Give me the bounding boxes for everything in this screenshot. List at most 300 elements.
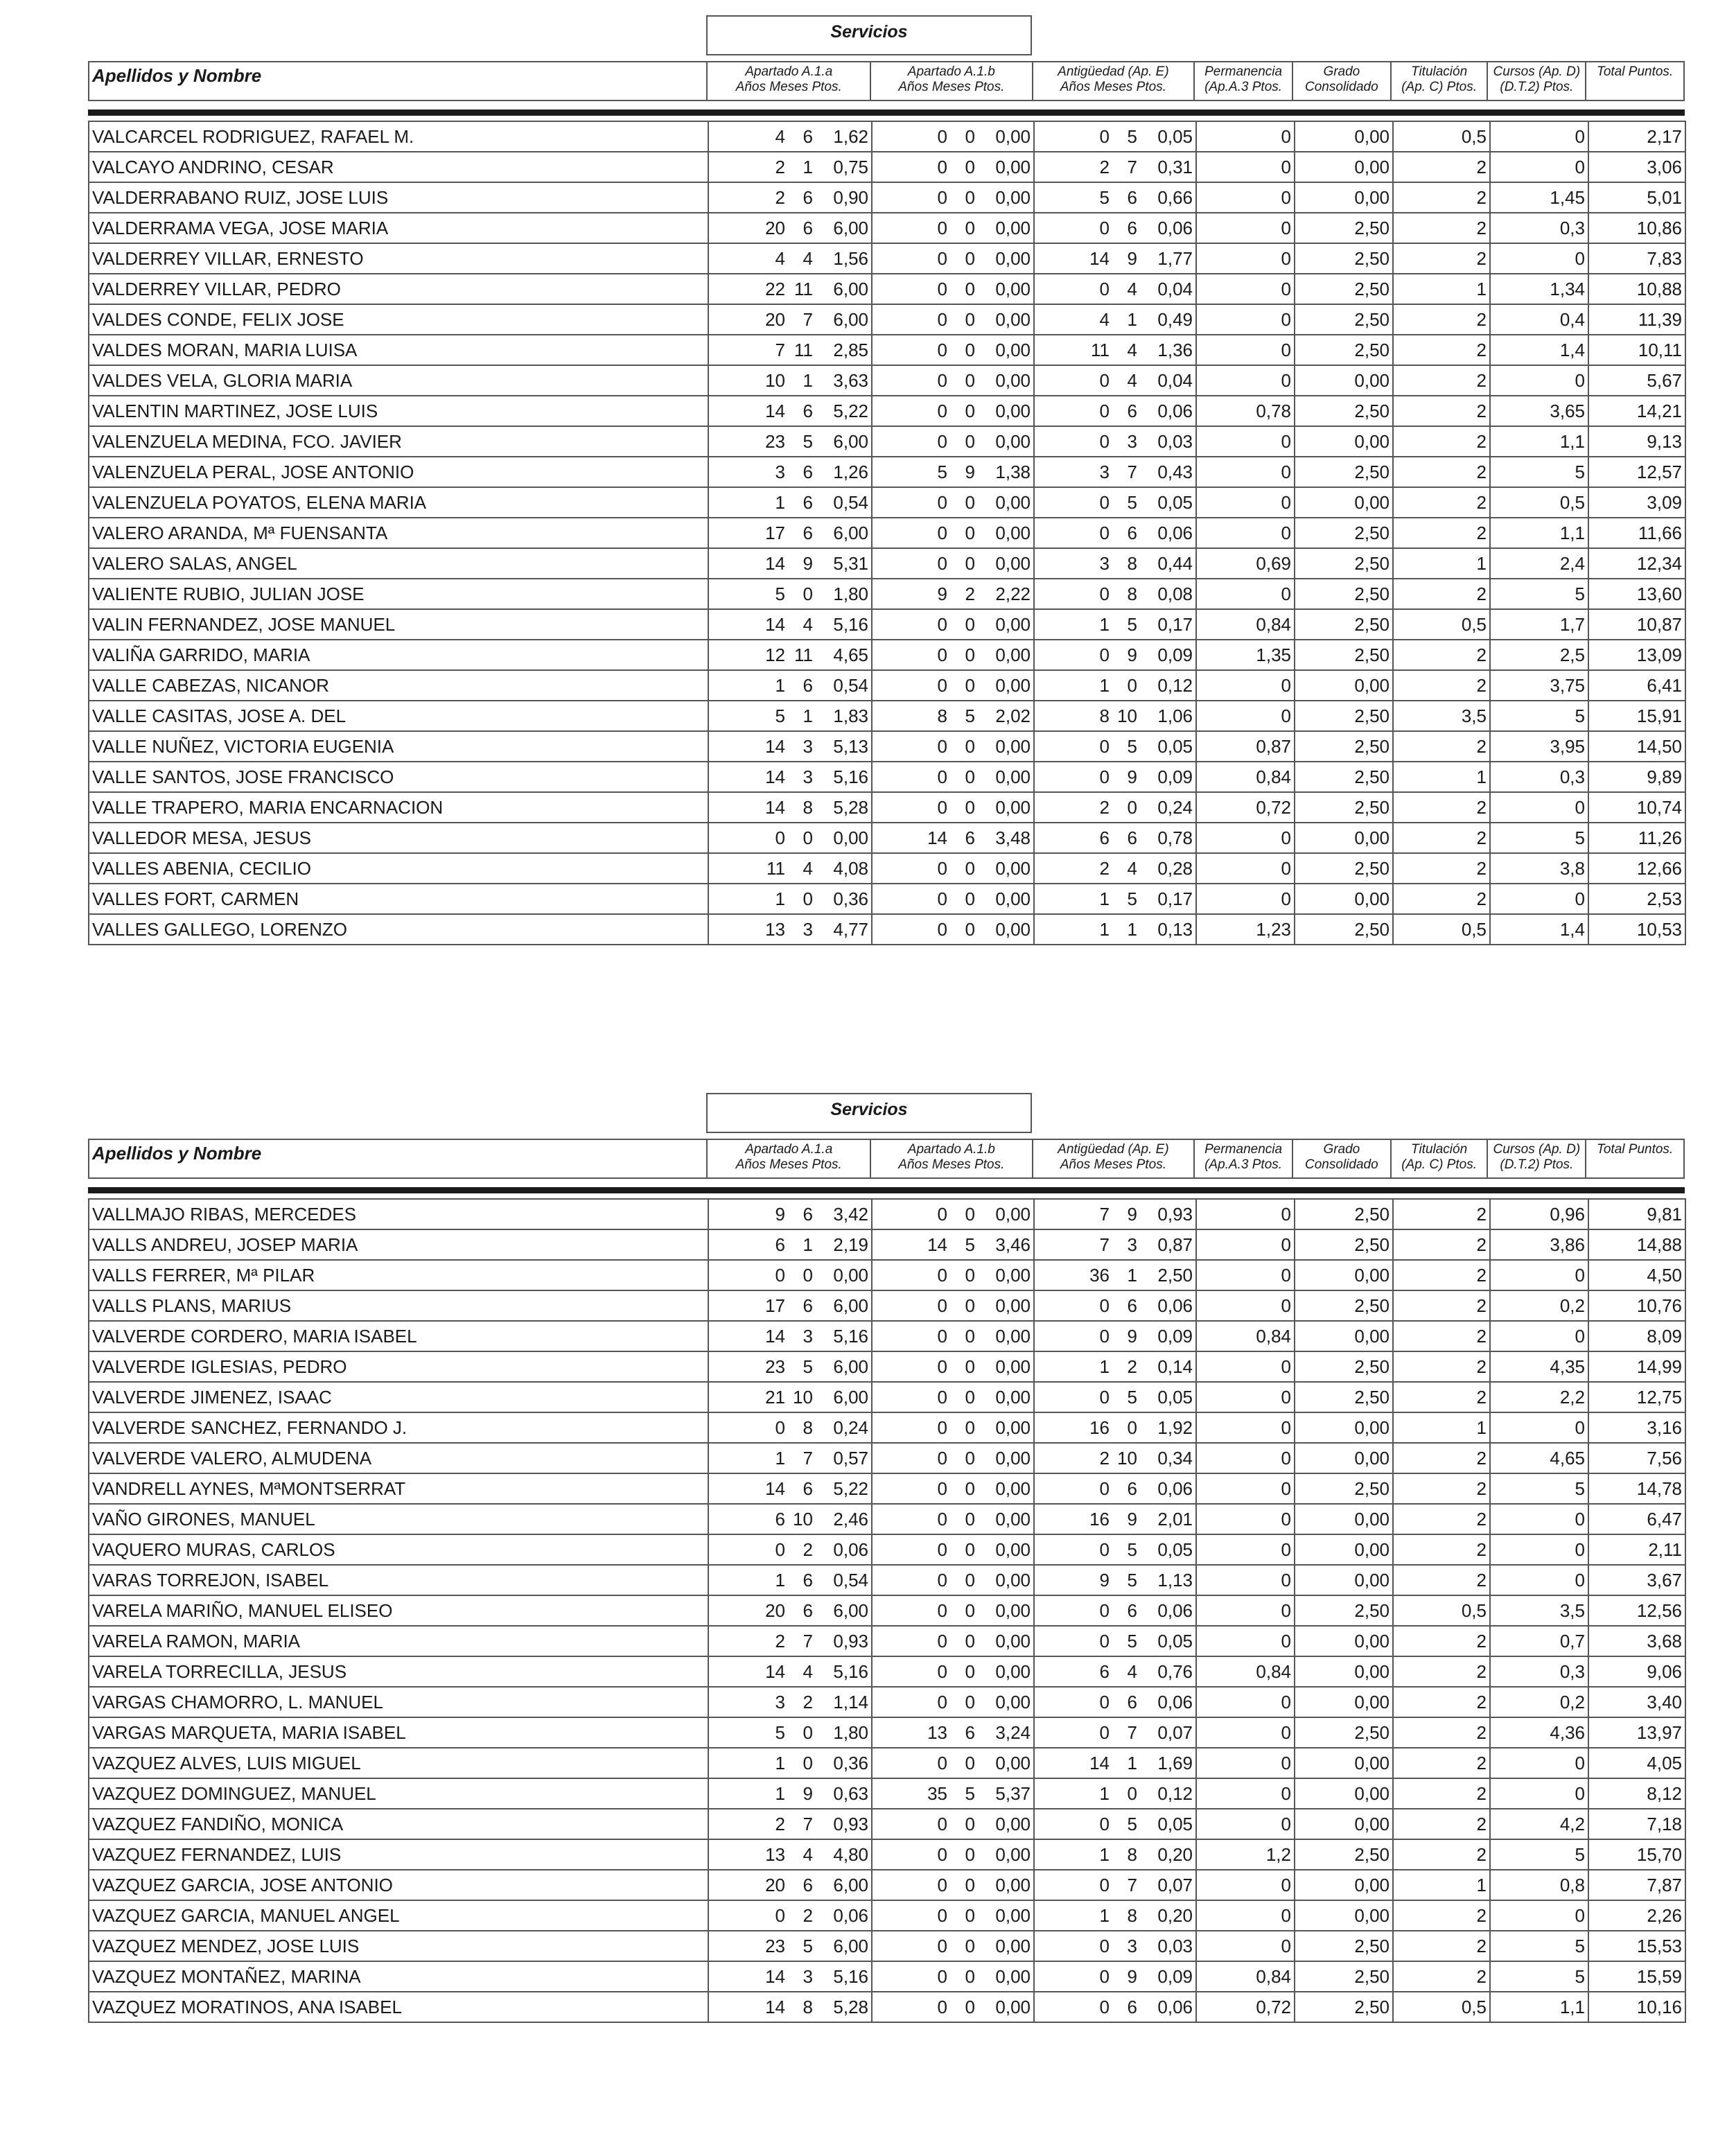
cell-trio-values xyxy=(875,248,1031,270)
cell-anos: 0 xyxy=(1099,1874,1110,1895)
cell-total: 15,53 xyxy=(1588,1931,1685,1961)
cell-ptos: 0,31 xyxy=(1157,156,1193,177)
cell-meses: 7 xyxy=(803,1447,813,1469)
cell-name: VAZQUEZ MONTAÑEZ, MARINA xyxy=(89,1961,708,1992)
cell-trio-values xyxy=(875,553,1031,575)
cell-trio-values xyxy=(875,888,1031,910)
cell-trio-1 xyxy=(708,1443,872,1473)
cell-total: 15,59 xyxy=(1588,1961,1685,1992)
cell-anos: 0 xyxy=(937,1935,947,1956)
cell-ptos: 0,36 xyxy=(833,888,868,909)
cell-meses: 7 xyxy=(1127,461,1137,482)
cell-meses: 4 xyxy=(803,247,813,269)
cell-anos: 11 xyxy=(1091,339,1110,360)
cell-cursos: 4,36 xyxy=(1490,1717,1588,1748)
cell-anos: 3 xyxy=(1099,552,1110,574)
cell-trio-values xyxy=(712,1600,868,1622)
cell-trio-2 xyxy=(872,457,1034,487)
cell-ptos: 0,93 xyxy=(833,1813,868,1834)
cell-ptos: 0,00 xyxy=(995,217,1031,238)
cell-ptos: 0,12 xyxy=(1157,1782,1193,1804)
header-col-line: Total Puntos. xyxy=(1597,1142,1674,1157)
cell-ptos: 0,00 xyxy=(995,1386,1031,1408)
cell-meses: 4 xyxy=(1127,339,1137,360)
cell-trio-3 xyxy=(1034,243,1196,274)
cell-trio-1 xyxy=(708,701,872,731)
cell-trio-2 xyxy=(872,1870,1034,1900)
cell-meses: 3 xyxy=(803,1325,813,1347)
cell-meses: 0 xyxy=(965,1904,975,1926)
cell-titulacion: 2 xyxy=(1393,1473,1490,1504)
cell-trio-2 xyxy=(872,1351,1034,1382)
cell-grado: 2,50 xyxy=(1295,1595,1393,1626)
cell-ptos: 0,63 xyxy=(833,1782,868,1804)
cell-anos: 0 xyxy=(1099,1813,1110,1834)
cell-anos: 0 xyxy=(937,1904,947,1926)
cell-ptos: 5,16 xyxy=(833,766,868,787)
table-row xyxy=(89,1199,1685,1229)
cell-titulacion: 2 xyxy=(1393,1504,1490,1534)
cell-ptos: 0,05 xyxy=(1157,1539,1193,1560)
cell-meses: 8 xyxy=(803,796,813,818)
cell-permanencia: 0 xyxy=(1196,853,1295,884)
cell-trio-2 xyxy=(872,243,1034,274)
cell-meses: 5 xyxy=(1127,1813,1137,1834)
cell-titulacion: 2 xyxy=(1393,518,1490,548)
cell-trio-3 xyxy=(1034,1565,1196,1595)
cell-permanencia: 0 xyxy=(1196,304,1295,335)
cell-ptos: 3,63 xyxy=(833,369,868,391)
cell-titulacion: 2 xyxy=(1393,152,1490,182)
cell-anos: 7 xyxy=(1099,1234,1110,1255)
cell-ptos: 5,28 xyxy=(833,796,868,818)
cell-anos: 16 xyxy=(1089,1508,1110,1530)
cell-permanencia: 0 xyxy=(1196,1565,1295,1595)
cell-ptos: 0,00 xyxy=(995,735,1031,757)
cell-name: VALDERRABANO RUIZ, JOSE LUIS xyxy=(89,182,708,213)
table-row xyxy=(89,1687,1685,1717)
cell-ptos: 5,28 xyxy=(833,1996,868,2017)
cell-grado: 2,50 xyxy=(1295,274,1393,304)
cell-trio-3 xyxy=(1034,1931,1196,1961)
cell-cursos: 0,96 xyxy=(1490,1199,1588,1229)
cell-anos: 1 xyxy=(1099,1356,1110,1377)
cell-anos: 0 xyxy=(775,1539,785,1560)
cell-titulacion: 0,5 xyxy=(1393,1992,1490,2022)
cell-meses: 0 xyxy=(965,1843,975,1865)
cell-anos: 2 xyxy=(1099,1447,1110,1469)
table-row xyxy=(89,1504,1685,1534)
cell-anos: 0 xyxy=(1099,1295,1110,1316)
cell-ptos: 0,00 xyxy=(995,491,1031,513)
cell-anos: 5 xyxy=(775,1721,785,1743)
cell-cursos: 5 xyxy=(1490,1473,1588,1504)
cell-ptos: 6,00 xyxy=(833,278,868,299)
cell-titulacion: 2 xyxy=(1393,1931,1490,1961)
cell-meses: 5 xyxy=(803,1356,813,1377)
cell-ptos: 1,26 xyxy=(833,461,868,482)
cell-meses: 6 xyxy=(1127,400,1137,421)
header-col-line: Total Puntos. xyxy=(1597,64,1674,79)
cell-anos: 0 xyxy=(1099,400,1110,421)
cell-name: VALDES CONDE, FELIX JOSE xyxy=(89,304,708,335)
cell-trio-3 xyxy=(1034,1900,1196,1931)
cell-meses: 5 xyxy=(965,705,975,726)
cell-trio-values xyxy=(1037,1875,1193,1896)
cell-anos: 0 xyxy=(937,613,947,635)
cell-titulacion: 2 xyxy=(1393,335,1490,365)
cell-meses: 0 xyxy=(965,339,975,360)
cell-ptos: 0,78 xyxy=(1157,827,1193,848)
cell-trio-1 xyxy=(708,731,872,762)
cell-grado: 0,00 xyxy=(1295,670,1393,701)
cell-cursos: 1,7 xyxy=(1490,609,1588,640)
cell-meses: 6 xyxy=(1127,1295,1137,1316)
cell-permanencia: 0 xyxy=(1196,1809,1295,1839)
cell-trio-1 xyxy=(708,121,872,152)
cell-permanencia: 0,72 xyxy=(1196,1992,1295,2022)
cell-ptos: 0,24 xyxy=(1157,796,1193,818)
cell-name: VALIN FERNANDEZ, JOSE MANUEL xyxy=(89,609,708,640)
cell-total: 8,12 xyxy=(1588,1778,1685,1809)
cell-cursos: 0 xyxy=(1490,884,1588,914)
cell-meses: 3 xyxy=(1127,430,1137,452)
cell-ptos: 0,00 xyxy=(995,1843,1031,1865)
cell-trio-values xyxy=(875,1936,1031,1957)
cell-trio-values xyxy=(875,1539,1031,1561)
cell-trio-3 xyxy=(1034,579,1196,609)
cell-anos: 0 xyxy=(937,247,947,269)
cell-meses: 6 xyxy=(803,1569,813,1590)
cell-trio-1 xyxy=(708,1229,872,1260)
cell-trio-values xyxy=(712,1905,868,1927)
cell-trio-values xyxy=(1037,126,1193,148)
cell-anos: 17 xyxy=(765,1295,785,1316)
cell-ptos: 0,00 xyxy=(833,1264,868,1286)
header-apellidos-nombre: Apellidos y Nombre xyxy=(89,62,708,100)
cell-meses: 0 xyxy=(965,552,975,574)
cell-total: 3,67 xyxy=(1588,1565,1685,1595)
cell-anos: 1 xyxy=(1099,674,1110,696)
cell-anos: 5 xyxy=(775,705,785,726)
cell-meses: 8 xyxy=(1127,1904,1137,1926)
cell-anos: 1 xyxy=(1099,1843,1110,1865)
cell-cursos: 2,2 xyxy=(1490,1382,1588,1412)
cell-trio-values xyxy=(1037,553,1193,575)
cell-ptos: 5,31 xyxy=(833,552,868,574)
cell-trio-values xyxy=(1037,462,1193,483)
header-col-line: Años Meses Ptos. xyxy=(1060,80,1166,94)
cell-ptos: 0,00 xyxy=(995,1508,1031,1530)
cell-trio-3 xyxy=(1034,1809,1196,1839)
cell-meses: 2 xyxy=(803,1539,813,1560)
cell-trio-3 xyxy=(1034,152,1196,182)
cell-anos: 1 xyxy=(775,1752,785,1773)
cell-trio-2 xyxy=(872,335,1034,365)
cell-meses: 3 xyxy=(803,918,813,940)
cell-permanencia: 0 xyxy=(1196,1900,1295,1931)
cell-permanencia: 0 xyxy=(1196,1290,1295,1321)
cell-anos: 0 xyxy=(775,1904,785,1926)
cell-cursos: 3,8 xyxy=(1490,853,1588,884)
cell-name: VAZQUEZ FANDIÑO, MONICA xyxy=(89,1809,708,1839)
cell-grado: 2,50 xyxy=(1295,243,1393,274)
cell-titulacion: 2 xyxy=(1393,1900,1490,1931)
cell-cursos: 0,7 xyxy=(1490,1626,1588,1656)
cell-trio-values xyxy=(875,705,1031,727)
cell-anos: 4 xyxy=(775,247,785,269)
cell-grado: 2,50 xyxy=(1295,213,1393,243)
cell-trio-values xyxy=(712,1204,868,1225)
cell-anos: 0 xyxy=(1099,1935,1110,1956)
table-row xyxy=(89,243,1685,274)
cell-cursos: 1,1 xyxy=(1490,1992,1588,2022)
cell-trio-values xyxy=(875,1783,1031,1805)
cell-anos: 0 xyxy=(937,644,947,665)
cell-trio-3 xyxy=(1034,640,1196,670)
cell-anos: 0 xyxy=(937,1508,947,1530)
cell-trio-values xyxy=(875,1265,1031,1286)
cell-trio-2 xyxy=(872,365,1034,396)
cell-grado: 2,50 xyxy=(1295,1961,1393,1992)
cell-total: 4,05 xyxy=(1588,1748,1685,1778)
cell-anos: 0 xyxy=(1099,522,1110,543)
cell-ptos: 2,46 xyxy=(833,1508,868,1530)
cell-meses: 11 xyxy=(794,339,813,360)
cell-anos: 3 xyxy=(1099,461,1110,482)
cell-trio-values xyxy=(1037,1722,1193,1744)
cell-ptos: 6,00 xyxy=(833,1600,868,1621)
table-row xyxy=(89,213,1685,243)
cell-cursos: 0 xyxy=(1490,1565,1588,1595)
cell-trio-2 xyxy=(872,1229,1034,1260)
score-table xyxy=(88,121,1686,945)
cell-ptos: 0,49 xyxy=(1157,308,1193,330)
cell-anos: 0 xyxy=(1099,491,1110,513)
cell-ptos: 0,06 xyxy=(1157,522,1193,543)
cell-meses: 0 xyxy=(965,1478,975,1499)
header-col-line: Cursos (Ap. D) xyxy=(1493,64,1581,79)
cell-trio-values xyxy=(875,1905,1031,1927)
cell-trio-3 xyxy=(1034,1351,1196,1382)
cell-anos: 1 xyxy=(1099,888,1110,909)
cell-anos: 6 xyxy=(1099,1660,1110,1682)
cell-meses: 6 xyxy=(803,1295,813,1316)
cell-permanencia: 0 xyxy=(1196,1443,1295,1473)
cell-trio-values xyxy=(712,1356,868,1378)
cell-trio-2 xyxy=(872,1656,1034,1687)
cell-anos: 0 xyxy=(1099,735,1110,757)
cell-titulacion: 2 xyxy=(1393,213,1490,243)
cell-permanencia: 0 xyxy=(1196,1199,1295,1229)
cell-trio-values xyxy=(712,1692,868,1713)
cell-trio-1 xyxy=(708,274,872,304)
cell-total: 14,88 xyxy=(1588,1229,1685,1260)
cell-trio-values xyxy=(875,126,1031,148)
cell-anos: 5 xyxy=(1099,186,1110,208)
cell-titulacion: 2 xyxy=(1393,426,1490,457)
cell-meses: 3 xyxy=(1127,1234,1137,1255)
cell-ptos: 0,90 xyxy=(833,186,868,208)
cell-cursos: 5 xyxy=(1490,579,1588,609)
cell-anos: 14 xyxy=(765,552,785,574)
cell-total: 2,17 xyxy=(1588,121,1685,152)
cell-permanencia: 0 xyxy=(1196,182,1295,213)
cell-ptos: 0,00 xyxy=(995,1203,1031,1225)
header-col-4 xyxy=(1195,1140,1293,1177)
cell-trio-1 xyxy=(708,1931,872,1961)
table-row xyxy=(89,731,1685,762)
header-col-4 xyxy=(1195,62,1293,100)
header-col-line: Permanencia xyxy=(1204,64,1283,79)
cell-anos: 0 xyxy=(937,400,947,421)
cell-cursos: 3,5 xyxy=(1490,1595,1588,1626)
cell-anos: 11 xyxy=(766,857,785,879)
cell-name: VANDRELL AYNES, MªMONTSERRAT xyxy=(89,1473,708,1504)
cell-ptos: 0,34 xyxy=(1157,1447,1193,1469)
cell-cursos: 0 xyxy=(1490,1321,1588,1351)
cell-trio-1 xyxy=(708,1839,872,1870)
cell-anos: 14 xyxy=(765,613,785,635)
header-col-line: (Ap.A.3 Ptos. xyxy=(1204,80,1283,94)
cell-anos: 0 xyxy=(937,156,947,177)
cell-titulacion: 1 xyxy=(1393,274,1490,304)
cell-trio-1 xyxy=(708,1199,872,1229)
cell-meses: 0 xyxy=(965,1660,975,1682)
cell-trio-values xyxy=(1037,492,1193,514)
cell-trio-values xyxy=(712,1783,868,1805)
cell-anos: 2 xyxy=(1099,796,1110,818)
cell-trio-values xyxy=(875,858,1031,879)
cell-anos: 0 xyxy=(937,1386,947,1408)
cell-anos: 6 xyxy=(775,1508,785,1530)
cell-trio-values xyxy=(1037,248,1193,270)
cell-meses: 6 xyxy=(1127,186,1137,208)
cell-name: VALIENTE RUBIO, JULIAN JOSE xyxy=(89,579,708,609)
cell-anos: 1 xyxy=(1099,918,1110,940)
cell-anos: 1 xyxy=(775,674,785,696)
table-row xyxy=(89,1870,1685,1900)
cell-trio-1 xyxy=(708,213,872,243)
cell-meses: 0 xyxy=(965,1630,975,1651)
cell-total: 10,53 xyxy=(1588,914,1685,945)
cell-grado: 0,00 xyxy=(1295,1504,1393,1534)
cell-trio-1 xyxy=(708,1412,872,1443)
cell-trio-values xyxy=(875,1356,1031,1378)
cell-trio-3 xyxy=(1034,1595,1196,1626)
cell-meses: 1 xyxy=(1127,1264,1137,1286)
cell-trio-3 xyxy=(1034,731,1196,762)
cell-titulacion: 2 xyxy=(1393,1199,1490,1229)
cell-meses: 4 xyxy=(1127,369,1137,391)
cell-anos: 9 xyxy=(937,583,947,604)
cell-ptos: 2,85 xyxy=(833,339,868,360)
cell-anos: 0 xyxy=(937,430,947,452)
cell-trio-2 xyxy=(872,1290,1034,1321)
cell-total: 3,40 xyxy=(1588,1687,1685,1717)
cell-trio-2 xyxy=(872,1626,1034,1656)
cell-anos: 0 xyxy=(1099,430,1110,452)
cell-grado: 0,00 xyxy=(1295,1900,1393,1931)
cell-anos: 0 xyxy=(1099,1996,1110,2017)
cell-ptos: 1,92 xyxy=(1157,1417,1193,1438)
cell-meses: 6 xyxy=(803,125,813,147)
cell-trio-values xyxy=(712,1631,868,1652)
cell-ptos: 0,20 xyxy=(1157,1904,1193,1926)
cell-meses: 0 xyxy=(965,491,975,513)
cell-trio-values xyxy=(712,1997,868,2018)
cell-permanencia: 1,35 xyxy=(1196,640,1295,670)
header-col-8 xyxy=(1586,1140,1683,1177)
table-row xyxy=(89,1931,1685,1961)
cell-trio-values xyxy=(712,827,868,849)
cell-meses: 5 xyxy=(1127,491,1137,513)
cell-meses: 0 xyxy=(1127,796,1137,818)
cell-trio-values xyxy=(875,1997,1031,2018)
cell-trio-3 xyxy=(1034,335,1196,365)
cell-trio-values xyxy=(712,126,868,148)
header-col-line: Titulación xyxy=(1411,64,1468,79)
cell-meses: 1 xyxy=(803,1234,813,1255)
cell-ptos: 3,24 xyxy=(995,1721,1031,1743)
cell-permanencia: 0,84 xyxy=(1196,762,1295,792)
cell-trio-3 xyxy=(1034,884,1196,914)
cell-trio-1 xyxy=(708,182,872,213)
cell-trio-3 xyxy=(1034,1839,1196,1870)
cell-name: VAZQUEZ ALVES, LUIS MIGUEL xyxy=(89,1748,708,1778)
cell-trio-3 xyxy=(1034,518,1196,548)
cell-meses: 4 xyxy=(803,613,813,635)
cell-cursos: 0 xyxy=(1490,152,1588,182)
cell-cursos: 0,2 xyxy=(1490,1687,1588,1717)
cell-anos: 0 xyxy=(1099,1630,1110,1651)
header-separator-bar xyxy=(88,109,1685,116)
cell-cursos: 0,3 xyxy=(1490,1656,1588,1687)
header-col-line: Años Meses Ptos. xyxy=(735,80,842,94)
cell-meses: 0 xyxy=(965,796,975,818)
cell-trio-values xyxy=(875,1661,1031,1683)
cell-titulacion: 2 xyxy=(1393,1687,1490,1717)
cell-titulacion: 2 xyxy=(1393,1565,1490,1595)
cell-trio-3 xyxy=(1034,1626,1196,1656)
table-row xyxy=(89,884,1685,914)
cell-name: VALDES MORAN, MARIA LUISA xyxy=(89,335,708,365)
cell-trio-2 xyxy=(872,1321,1034,1351)
cell-trio-values xyxy=(875,1417,1031,1439)
cell-ptos: 3,46 xyxy=(995,1234,1031,1255)
table-row xyxy=(89,853,1685,884)
cell-trio-values xyxy=(1037,827,1193,849)
cell-trio-values xyxy=(712,1844,868,1866)
cell-titulacion: 2 xyxy=(1393,487,1490,518)
cell-ptos: 0,00 xyxy=(995,1965,1031,1987)
cell-name: VAQUERO MURAS, CARLOS xyxy=(89,1534,708,1565)
cell-titulacion: 2 xyxy=(1393,1748,1490,1778)
cell-ptos: 0,12 xyxy=(1157,674,1193,696)
cell-trio-3 xyxy=(1034,1778,1196,1809)
cell-permanencia: 0,84 xyxy=(1196,609,1295,640)
cell-total: 14,78 xyxy=(1588,1473,1685,1504)
cell-meses: 0 xyxy=(803,888,813,909)
cell-permanencia: 0 xyxy=(1196,701,1295,731)
cell-ptos: 0,00 xyxy=(995,1295,1031,1316)
cell-trio-3 xyxy=(1034,792,1196,823)
cell-titulacion: 2 xyxy=(1393,1961,1490,1992)
cell-trio-values xyxy=(712,1539,868,1561)
table-row xyxy=(89,1992,1685,2022)
cell-anos: 23 xyxy=(765,1935,785,1956)
cell-trio-values xyxy=(875,309,1031,331)
